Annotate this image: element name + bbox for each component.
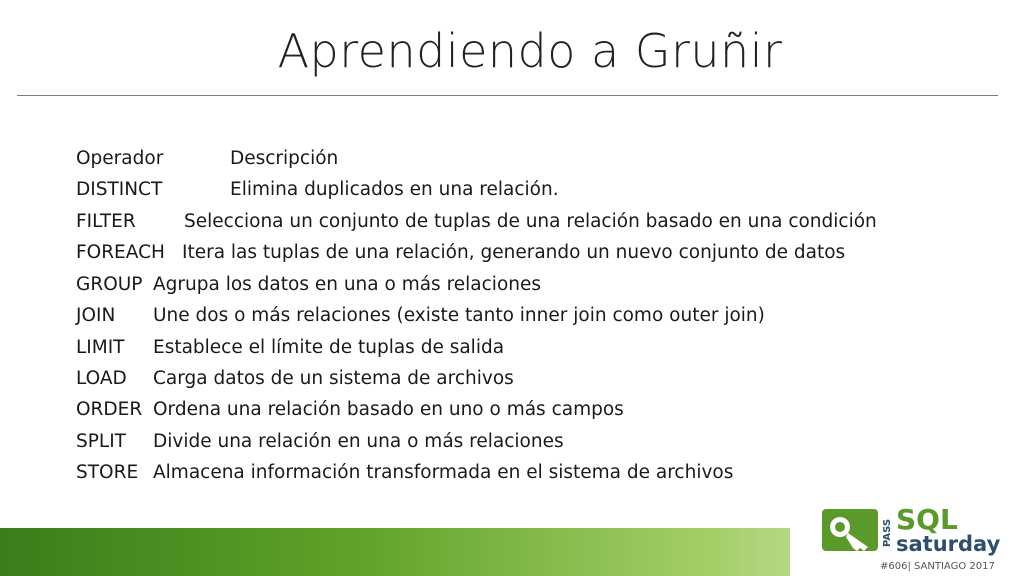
row-operator: FOREACH	[76, 242, 165, 263]
row-description: Itera las tuplas de una relación, generando un nuevo conjunto de datos	[182, 242, 846, 263]
row-operator: JOIN	[76, 305, 116, 326]
sql-label: SQL	[896, 503, 958, 536]
row-description: Establece el límite de tuplas de salida	[153, 337, 505, 358]
row-operator: FILTER	[76, 211, 136, 232]
row-description: Carga datos de un sistema de archivos	[153, 368, 514, 389]
key-icon	[822, 509, 878, 551]
sqlsaturday-logo	[820, 503, 1010, 573]
row-description: Selecciona un conjunto de tuplas de una relación basado en una condición	[184, 211, 877, 232]
saturday-label: saturday	[896, 532, 1001, 556]
row-description: Ordena una relación basado en uno o más campos	[153, 399, 624, 420]
row-operator: DISTINCT	[76, 179, 163, 200]
title-divider	[17, 95, 998, 96]
slide-title: Aprendiendo a Gruñir	[277, 24, 783, 78]
pass-label: PASS	[882, 518, 893, 547]
row-description: Elimina duplicados en una relación.	[230, 179, 559, 200]
row-description: Almacena información transformada en el sistema de archivos	[153, 462, 734, 483]
row-operator: LIMIT	[76, 337, 125, 358]
row-operator: ORDER	[76, 399, 143, 420]
row-description: Agrupa los datos en una o más relaciones	[153, 274, 542, 295]
row-operator: LOAD	[76, 368, 127, 389]
header-operador: Operador	[76, 148, 164, 169]
row-description: Divide una relación en una o más relaciones	[153, 431, 564, 452]
row-operator: GROUP	[76, 274, 143, 295]
row-operator: SPLIT	[76, 431, 126, 452]
event-label: #606| SANTIAGO 2017	[880, 561, 995, 572]
row-description: Une dos o más relaciones (existe tanto inner join como outer join)	[153, 305, 765, 326]
header-descripcion: Descripción	[230, 148, 339, 169]
row-operator: STORE	[76, 462, 139, 483]
